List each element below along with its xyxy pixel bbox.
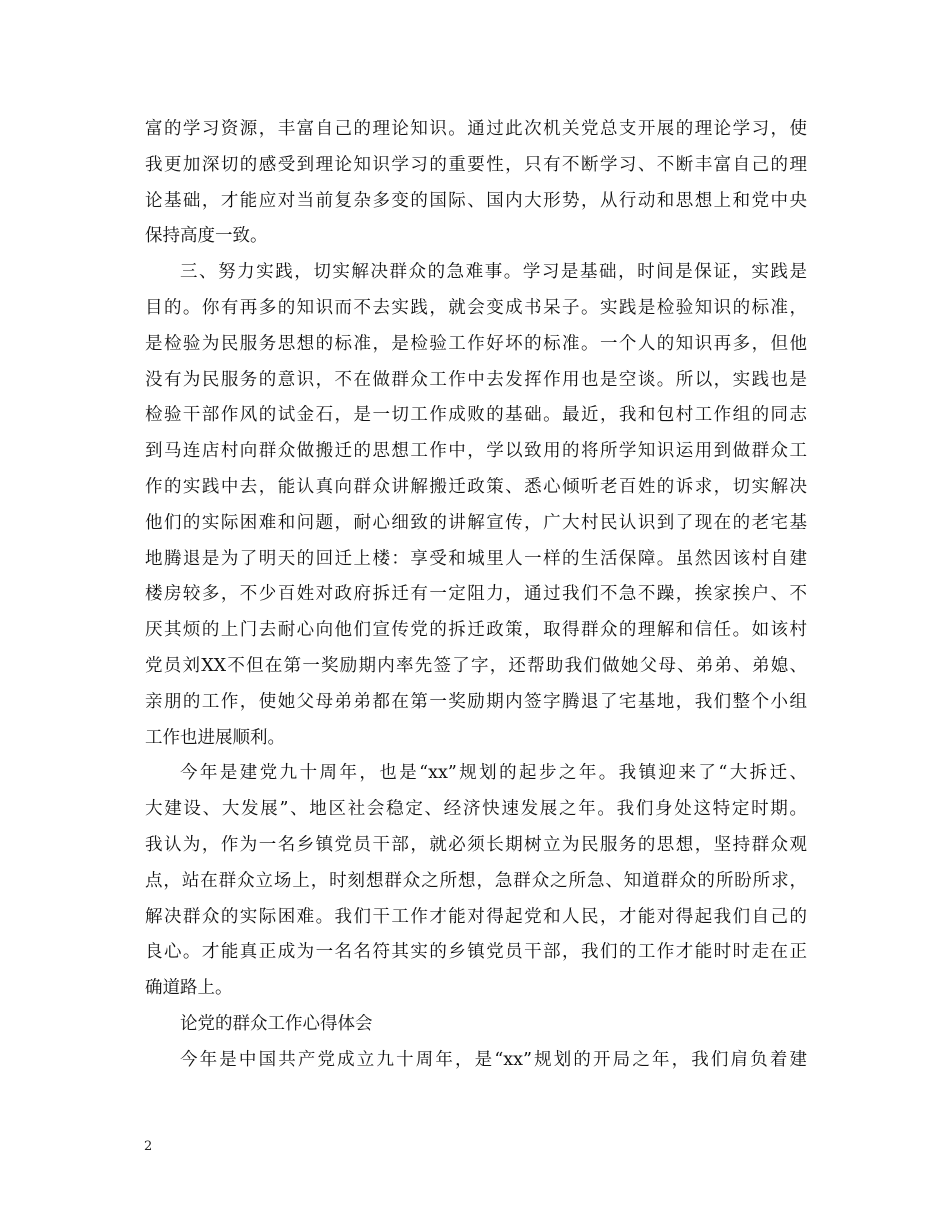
text-line: 我认为，作为一名乡镇党员干部，就必须长期树立为民服务的思想，坚持群众观: [145, 834, 807, 855]
text-line: 今年是中国共产党成立九十周年，是“xx”规划的开局之年，我们肩负着建: [180, 1049, 807, 1070]
text-line: 亲朋的工作，使她父母弟弟都在第一奖励期内签字腾退了宅基地，我们整个小组: [145, 691, 807, 712]
text-line: 点，站在群众立场上，时刻想群众之所想，急群众之所急、知道群众的所盼所求，: [145, 870, 807, 891]
text-line: 论党的群众工作心得体会: [180, 1013, 373, 1034]
text-line: 党员刘XX不但在第一奖励期内率先签了字，还帮助我们做她父母、弟弟、弟媳、: [145, 655, 807, 676]
text-line: 工作也进展顺利。: [145, 727, 285, 748]
text-line: 楼房较多，不少百姓对政府拆迁有一定阻力，通过我们不急不躁，挨家挨户、不: [145, 584, 807, 605]
text-line: 地腾退是为了明天的回迁上楼：享受和城里人一样的生活保障。虽然因该村自建: [145, 548, 807, 569]
text-line: 他们的实际困难和问题，耐心细致的讲解宣传，广大村民认识到了现在的老宅基: [145, 512, 807, 533]
text-line: 作的实践中去，能认真向群众讲解搬迁政策、悉心倾听老百姓的诉求，切实解决: [145, 476, 807, 497]
text-line: 今年是建党九十周年，也是“xx”规划的起步之年。我镇迎来了“大拆迁、: [180, 763, 807, 784]
text-line: 是检验为民服务思想的标准，是检验工作好坏的标准。一个人的知识再多，但他: [145, 333, 807, 354]
text-line: 确道路上。: [145, 978, 233, 999]
text-line: 论基础，才能应对当前复杂多变的国际、国内大形势，从行动和思想上和党中央: [145, 190, 807, 211]
text-line: 三、努力实践，切实解决群众的急难事。学习是基础，时间是保证，实践是: [180, 262, 807, 283]
text-line: 富的学习资源，丰富自己的理论知识。通过此次机关党总支开展的理论学习，使: [145, 119, 807, 139]
text-line: 大建设、大发展”、地区社会稳定、经济快速发展之年。我们身处这特定时期。: [145, 799, 807, 820]
text-line: 解决群众的实际困难。我们干工作才能对得起党和人民，才能对得起我们自己的: [145, 906, 807, 927]
text-line: 保持高度一致。: [145, 226, 268, 247]
text-line: 没有为民服务的意识，不在做群众工作中去发挥作用也是空谈。所以，实践也是: [145, 369, 807, 390]
text-line: 我更加深切的感受到理论知识学习的重要性，只有不断学习、不断丰富自己的理: [145, 154, 807, 175]
text-line: 到马连店村向群众做搬迁的思想工作中，学以致用的将所学知识运用到做群众工: [145, 441, 807, 462]
document-body: [145, 112, 807, 1079]
text-line: 检验干部作风的试金石，是一切工作成败的基础。最近，我和包村工作组的同志: [145, 405, 807, 426]
text-line: 良心。才能真正成为一名名符其实的乡镇党员干部，我们的工作才能时时走在正: [145, 942, 807, 963]
text-line: 目的。你有再多的知识而不去实践，就会变成书呆子。实践是检验知识的标准，: [145, 297, 807, 318]
text-line: 厌其烦的上门去耐心向他们宣传党的拆迁政策，取得群众的理解和信任。如该村: [145, 620, 807, 641]
page-number: 2: [144, 1139, 153, 1154]
